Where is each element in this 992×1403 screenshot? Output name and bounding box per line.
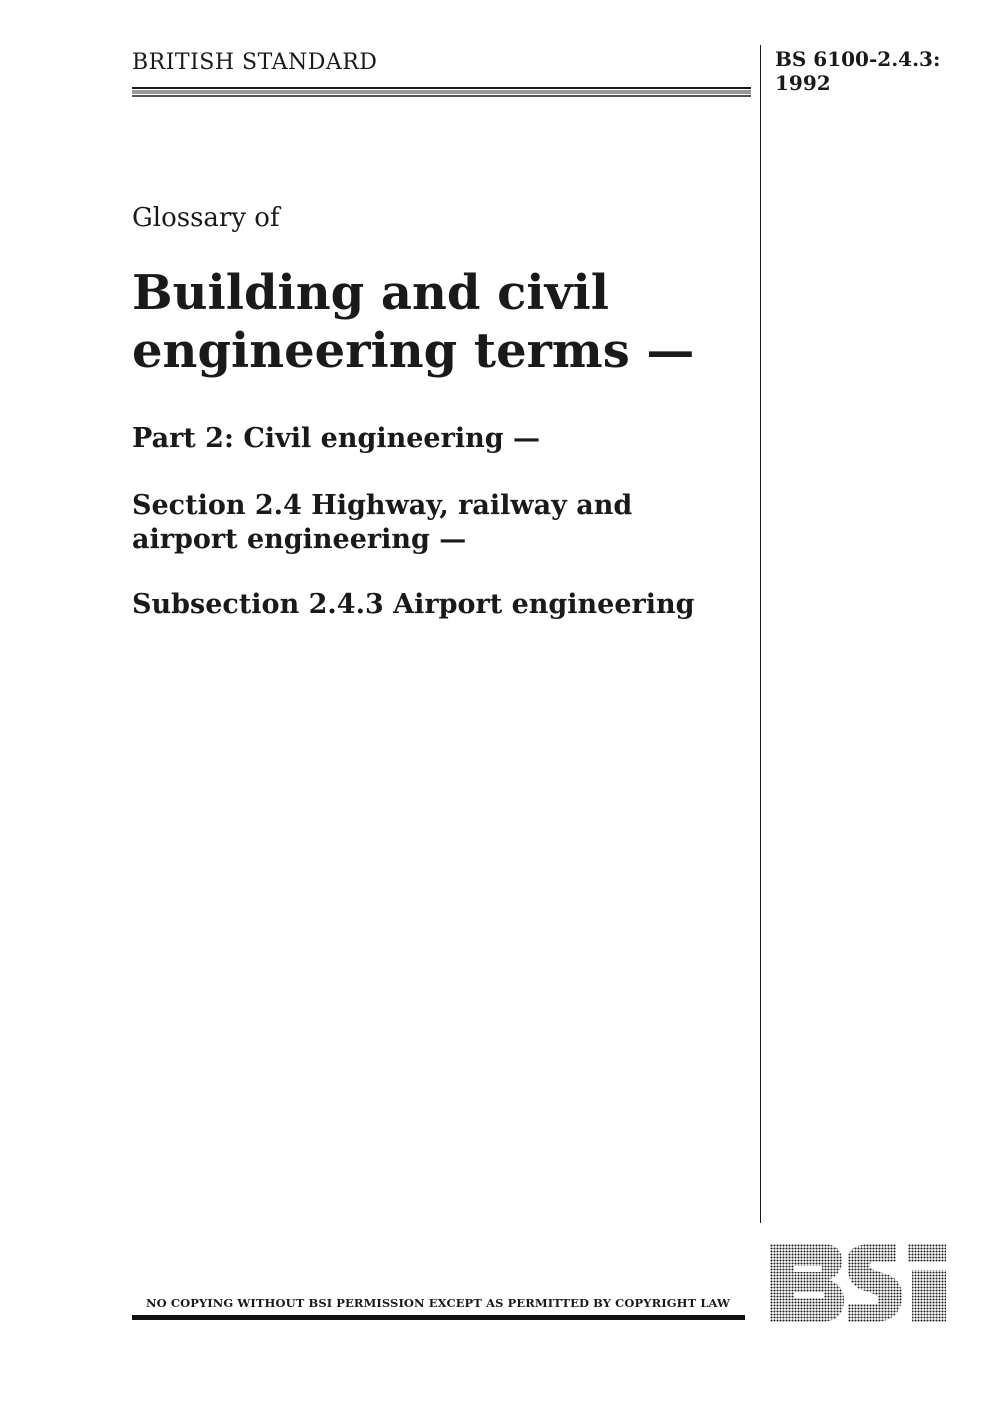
main-title-line2: engineering terms — <box>132 323 695 379</box>
section-title-line1: Section 2.4 Highway, railway and <box>132 490 633 521</box>
copyright-notice: NO COPYING WITHOUT BSI PERMISSION EXCEPT AS PERMITTED BY COPYRIGHT LAW <box>146 1296 731 1310</box>
standard-number-year: 1992 <box>775 71 831 95</box>
section-title-line2: airport engineering — <box>132 524 467 555</box>
header-rule-top <box>132 87 751 89</box>
standard-number <box>775 47 940 95</box>
main-title-line1: Building and civil <box>132 265 609 321</box>
bsi-logo-icon <box>770 1244 946 1322</box>
header-rule <box>132 87 751 98</box>
footer-rule <box>132 1315 745 1320</box>
header-rule-middle <box>132 90 751 94</box>
main-title <box>132 264 732 380</box>
part-title: Part 2: Civil engineering — <box>132 423 540 454</box>
vertical-divider <box>760 45 761 1223</box>
section-title <box>132 489 732 557</box>
standard-number-code: BS 6100-2.4.3: <box>775 47 941 71</box>
document-type-label: BRITISH STANDARD <box>132 50 378 75</box>
title-lead: Glossary of <box>132 203 280 233</box>
header-rule-bottom <box>132 95 751 97</box>
subsection-title: Subsection 2.4.3 Airport engineering <box>132 589 695 620</box>
